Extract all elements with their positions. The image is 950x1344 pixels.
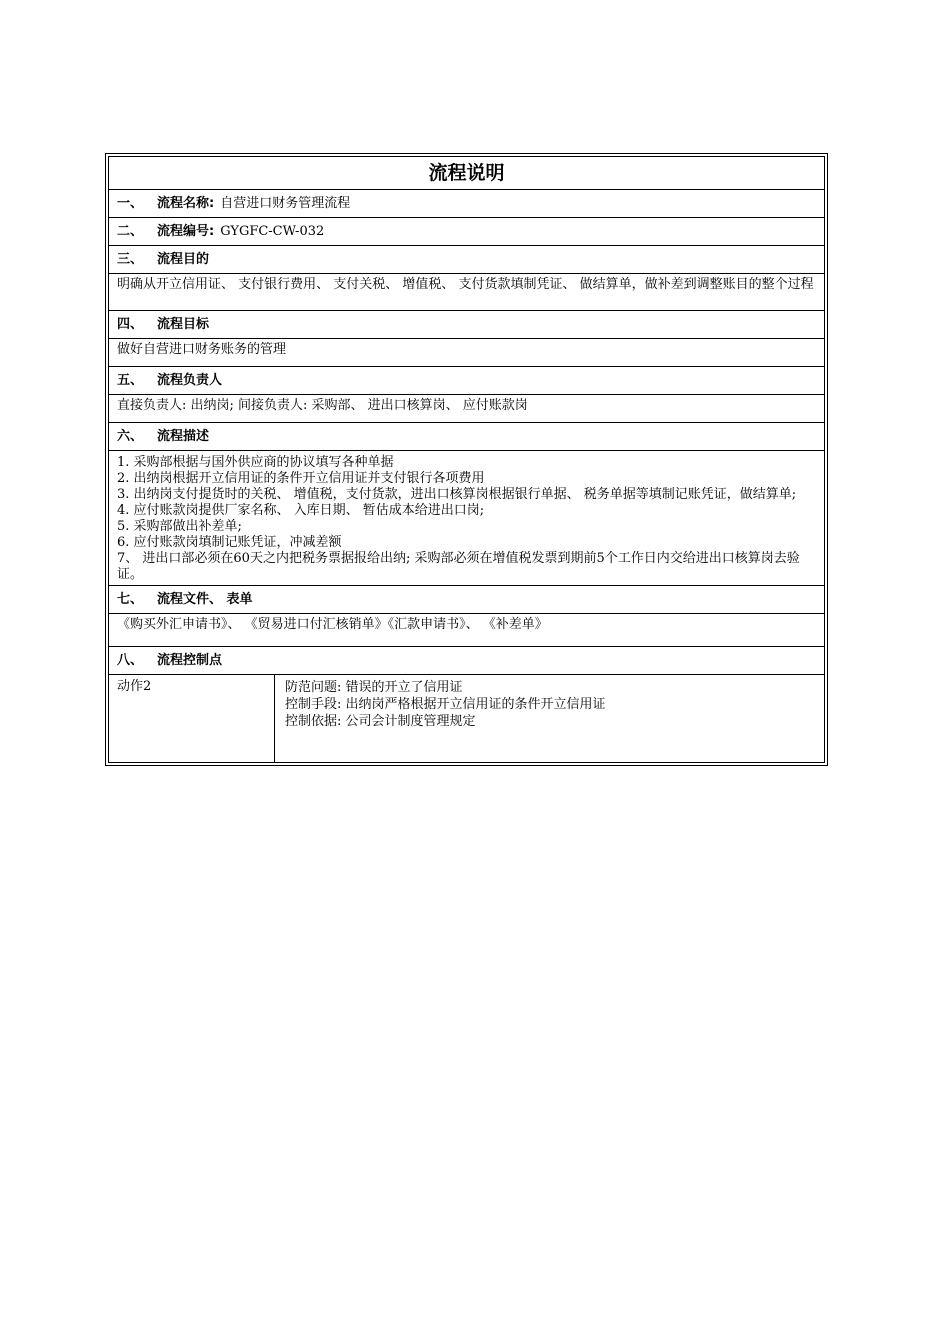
section-number: 六、 [117, 428, 144, 444]
section-label: 流程负责人 [157, 372, 223, 388]
section-label: 流程名称: [157, 195, 215, 211]
control-action-cell [109, 675, 275, 762]
section-number: 四、 [117, 316, 144, 332]
list-item: 1. 采购部根据与国外供应商的协议填写各种单据 [117, 455, 394, 470]
control-point-row [109, 674, 824, 762]
section-goal-header [109, 310, 824, 338]
control-detail-cell [275, 675, 616, 762]
process-name-value: 自营进口财务管理流程 [220, 195, 351, 211]
goal-text: 做好自营进口财务账务的管理 [117, 342, 287, 357]
control-method: 控制手段: 出纳岗严格根据开立信用证的条件开立信用证 [285, 697, 606, 712]
control-risk: 防范问题: 错误的开立了信用证 [285, 680, 463, 695]
section-label: 流程控制点 [157, 652, 223, 668]
list-item: 7、 进出口部必须在60天之内把税务票据报给出纳; 采购部必须在增值税发票到期前5个工作日内交给进出口核算岗去验证。 [117, 551, 800, 582]
owner-text: 直接负责人: 出纳岗; 间接负责人: 采购部、 进出口核算岗、 应付账款岗 [117, 398, 528, 413]
section-owner-body [109, 394, 824, 422]
section-label: 流程文件、 表单 [157, 591, 253, 607]
section-purpose-header [109, 245, 824, 273]
section-owner-header [109, 366, 824, 394]
section-description-body [109, 450, 824, 585]
section-purpose-body [109, 273, 824, 310]
purpose-text: 明确从开立信用证、 支付银行费用、 支付关税、 增值税、 支付货款填制凭证、 做结算单，做补差到调整账目的整个过程 [117, 277, 814, 292]
section-description-header [109, 422, 824, 450]
list-item: 2. 出纳岗根据开立信用证的条件开立信用证并支付银行各项费用 [117, 471, 485, 486]
list-item: 5. 采购部做出补差单; [117, 519, 242, 534]
control-basis: 控制依据: 公司会计制度管理规定 [285, 714, 476, 729]
list-item: 3. 出纳岗支付提货时的关税、 增值税，支付货款，进出口核算岗根据银行单据、 税务单据等填制记账凭证，做结算单; [117, 487, 797, 502]
section-goal-body [109, 338, 824, 366]
list-item: 6. 应付账款岗填制记账凭证，冲减差额 [117, 535, 342, 550]
section-process-code [109, 217, 824, 245]
section-number: 一、 [117, 195, 144, 211]
documents-text: 《购买外汇申请书》、 《贸易进口付汇核销单》《汇款申请书》、 《补差单》 [117, 617, 548, 632]
page-title: 流程说明 [428, 162, 505, 184]
section-number: 二、 [117, 223, 144, 239]
process-description-table [105, 153, 828, 766]
table-inner [108, 156, 825, 763]
control-action-label: 动作2 [117, 679, 152, 694]
section-label: 流程编号: [157, 223, 215, 239]
section-number: 八、 [117, 652, 144, 668]
section-control-header [109, 646, 824, 674]
section-number: 三、 [117, 251, 144, 267]
list-item: 4. 应付账款岗提供厂家名称、 入库日期、 暂估成本给进出口岗; [117, 503, 485, 518]
section-label: 流程描述 [157, 428, 210, 444]
section-process-name [109, 189, 824, 217]
section-documents-header [109, 585, 824, 613]
section-number: 五、 [117, 372, 144, 388]
process-code-value: GYGFC-CW-032 [220, 223, 325, 239]
section-number: 七、 [117, 591, 144, 607]
section-label: 流程目的 [157, 251, 210, 267]
section-label: 流程目标 [157, 316, 210, 332]
section-documents-body [109, 613, 824, 646]
